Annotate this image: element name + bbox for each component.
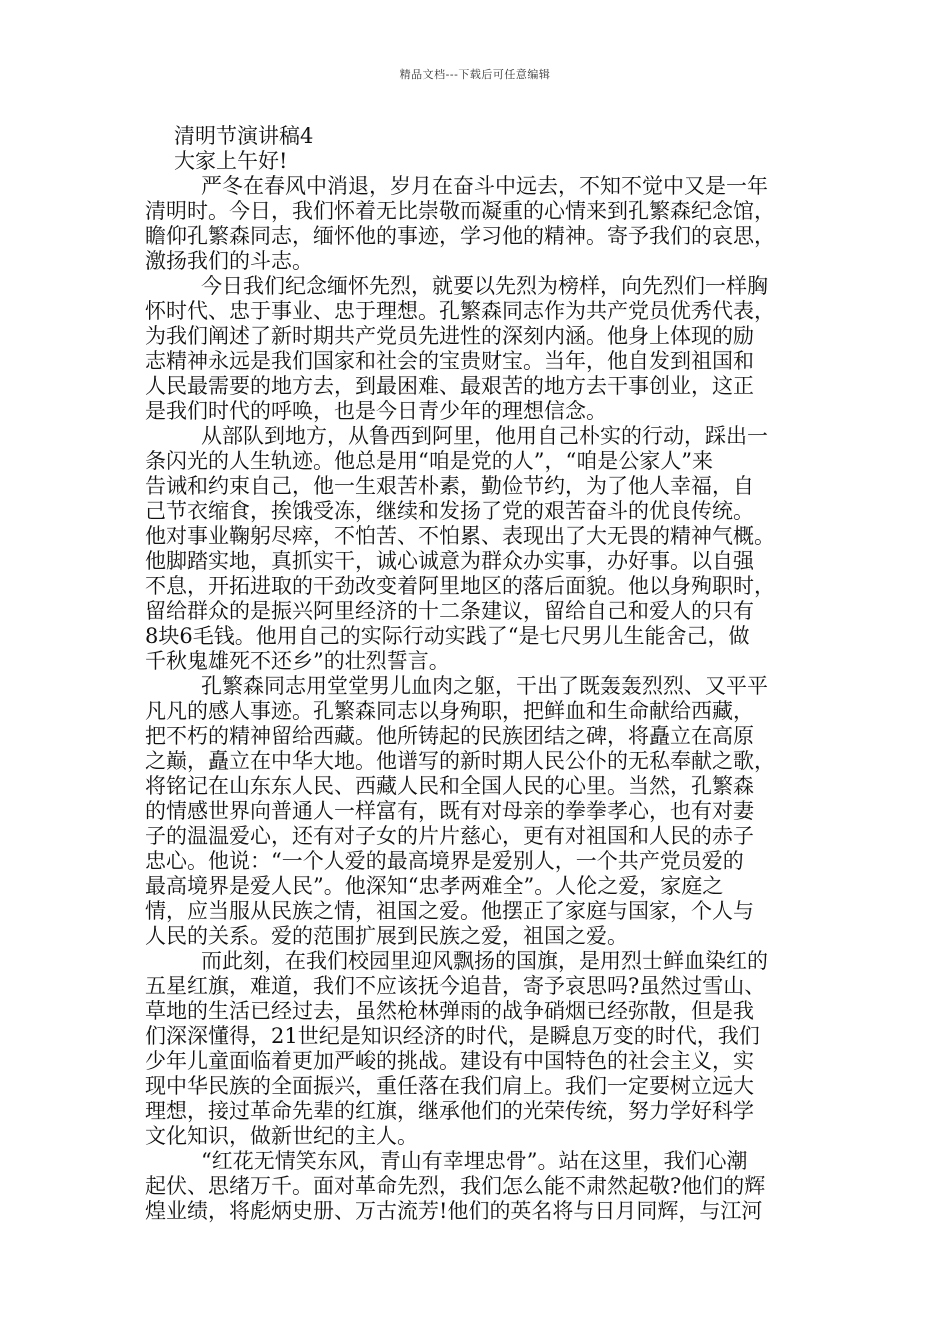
text-line: 不息，开拓进取的干劲改变着阿里地区的落后面貌。他以身殉职时， [145,574,775,598]
document-title: 清明节演讲稿4 [174,124,314,148]
text-line: 子的温温爱心，还有对子女的片片慈心，更有对祖国和人民的赤子 [145,824,754,848]
text-line: 从部队到地方，从鲁西到阿里，他用自己朴实的行动，踩出一 [201,424,768,448]
paragraph [145,424,809,674]
text-line: 8块6毛钱。他用自己的实际行动实践了“是七尺男儿生能舍己，做 [145,624,750,648]
text-line: 忠心。他说：“一个人爱的最高境界是爱别人，一个共产党员爱的 [145,849,744,873]
text-line: 理想，接过革命先辈的红旗，继承他们的光荣传统，努力学好科学 [145,1099,754,1123]
text-line: 是我们时代的呼唤，也是今日青少年的理想信念。 [145,399,607,423]
text-line: 之巅，矗立在中华大地。他谱写的新时期人民公仆的无私奉献之歌， [145,749,775,773]
document-body [145,124,809,1224]
text-line: 留给群众的是振兴阿里经济的十二条建议，留给自己和爱人的只有 [145,599,754,623]
text-line: 他对事业鞠躬尽瘁，不怕苦、不怕累、表现出了大无畏的精神气概。 [145,524,775,548]
text-line: 激扬我们的斗志。 [145,249,313,273]
text-line: 人民的关系。爱的范围扩展到民族之爱，祖国之爱。 [145,924,628,948]
text-line: 煌业绩，将彪炳史册、万古流芳!他们的英名将与日月同辉，与江河 [145,1199,763,1223]
text-line: 少年儿童面临着更加严峻的挑战。建设有中国特色的社会主义，实 [145,1049,754,1073]
paragraph [145,274,809,424]
text-line: 己节衣缩食，挨饿受冻，继续和发扬了党的艰苦奋斗的优良传统。 [145,499,754,523]
text-line: 今日我们纪念缅怀先烈，就要以先烈为榜样，向先烈们一样胸 [201,274,768,298]
text-line: 而此刻，在我们校园里迎风飘扬的国旗，是用烈士鲜血染红的 [201,949,768,973]
text-line: 们深深懂得，21世纪是知识经济的时代，是瞬息万变的时代，我们 [145,1024,760,1048]
text-line: 志精神永远是我们国家和社会的宝贵财宝。当年，他自发到祖国和 [145,349,754,373]
text-line: 为我们阐述了新时期共产党员先进性的深刻内涵。他身上体现的励 [145,324,754,348]
text-line: 凡凡的感人事迹。孔繁森同志以身殉职，把鲜血和生命献给西藏， [145,699,754,723]
text-line: 现中华民族的全面振兴，重任落在我们肩上。我们一定要树立远大 [145,1074,754,1098]
text-line: 文化知识，做新世纪的主人。 [145,1124,418,1148]
paragraph [145,1149,809,1224]
text-line: 瞻仰孔繁森同志，缅怀他的事迹，学习他的精神。寄予我们的哀思， [145,224,775,248]
text-line: 清明时。今日，我们怀着无比崇敬而凝重的心情来到孔繁森纪念馆， [145,199,775,223]
text-line: 草地的生活已经过去，虽然枪林弹雨的战争硝烟已经弥散，但是我 [145,999,754,1023]
text-line: 人民最需要的地方去，到最困难、最艰苦的地方去干事创业，这正 [145,374,754,398]
text-line: 千秋鬼雄死不还乡”的壮烈誓言。 [145,649,450,673]
paragraph [145,949,809,1149]
text-line: 最高境界是爱人民”。他深知“忠孝两难全”。人伦之爱，家庭之 [145,874,724,898]
text-line: 条闪光的人生轨迹。他总是用“咱是党的人”，“咱是公家人”来 [145,449,713,473]
paragraph [145,674,809,949]
text-line: 孔繁森同志用堂堂男儿血肉之躯，干出了既轰轰烈烈、又平平 [201,674,768,698]
text-line: 把不朽的精神留给西藏。他所铸起的民族团结之碑，将矗立在高原 [145,724,754,748]
paragraph [145,174,809,274]
text-line: 五星红旗，难道，我们不应该抚今追昔，寄予哀思吗?虽然过雪山、 [145,974,766,998]
text-line: 的情感世界向普通人一样富有，既有对母亲的拳拳孝心，也有对妻 [145,799,754,823]
text-line: 他脚踏实地，真抓实干，诚心诚意为群众办实事，办好事。以自强 [145,549,754,573]
text-line: 怀时代、忠于事业、忠于理想。孔繁森同志作为共产党员优秀代表， [145,299,775,323]
greeting: 大家上午好! [174,149,288,173]
page-header: 精品文档---下载后可任意编辑 [399,68,551,81]
text-line: “红花无情笑东风，青山有幸埋忠骨”。站在这里，我们心潮 [201,1149,748,1173]
text-line: 起伏、思绪万千。面对革命先烈，我们怎么能不肃然起敬?他们的辉 [145,1174,766,1198]
text-line: 严冬在春风中消退，岁月在奋斗中远去，不知不觉中又是一年 [201,174,768,198]
text-line: 情，应当服从民族之情，祖国之爱。他摆正了家庭与国家，个人与 [145,899,754,923]
text-line: 将铭记在山东东人民、西藏人民和全国人民的心里。当然，孔繁森 [145,774,754,798]
text-line: 告诫和约束自己，他一生艰苦朴素，勤俭节约，为了他人幸福，自 [145,474,754,498]
